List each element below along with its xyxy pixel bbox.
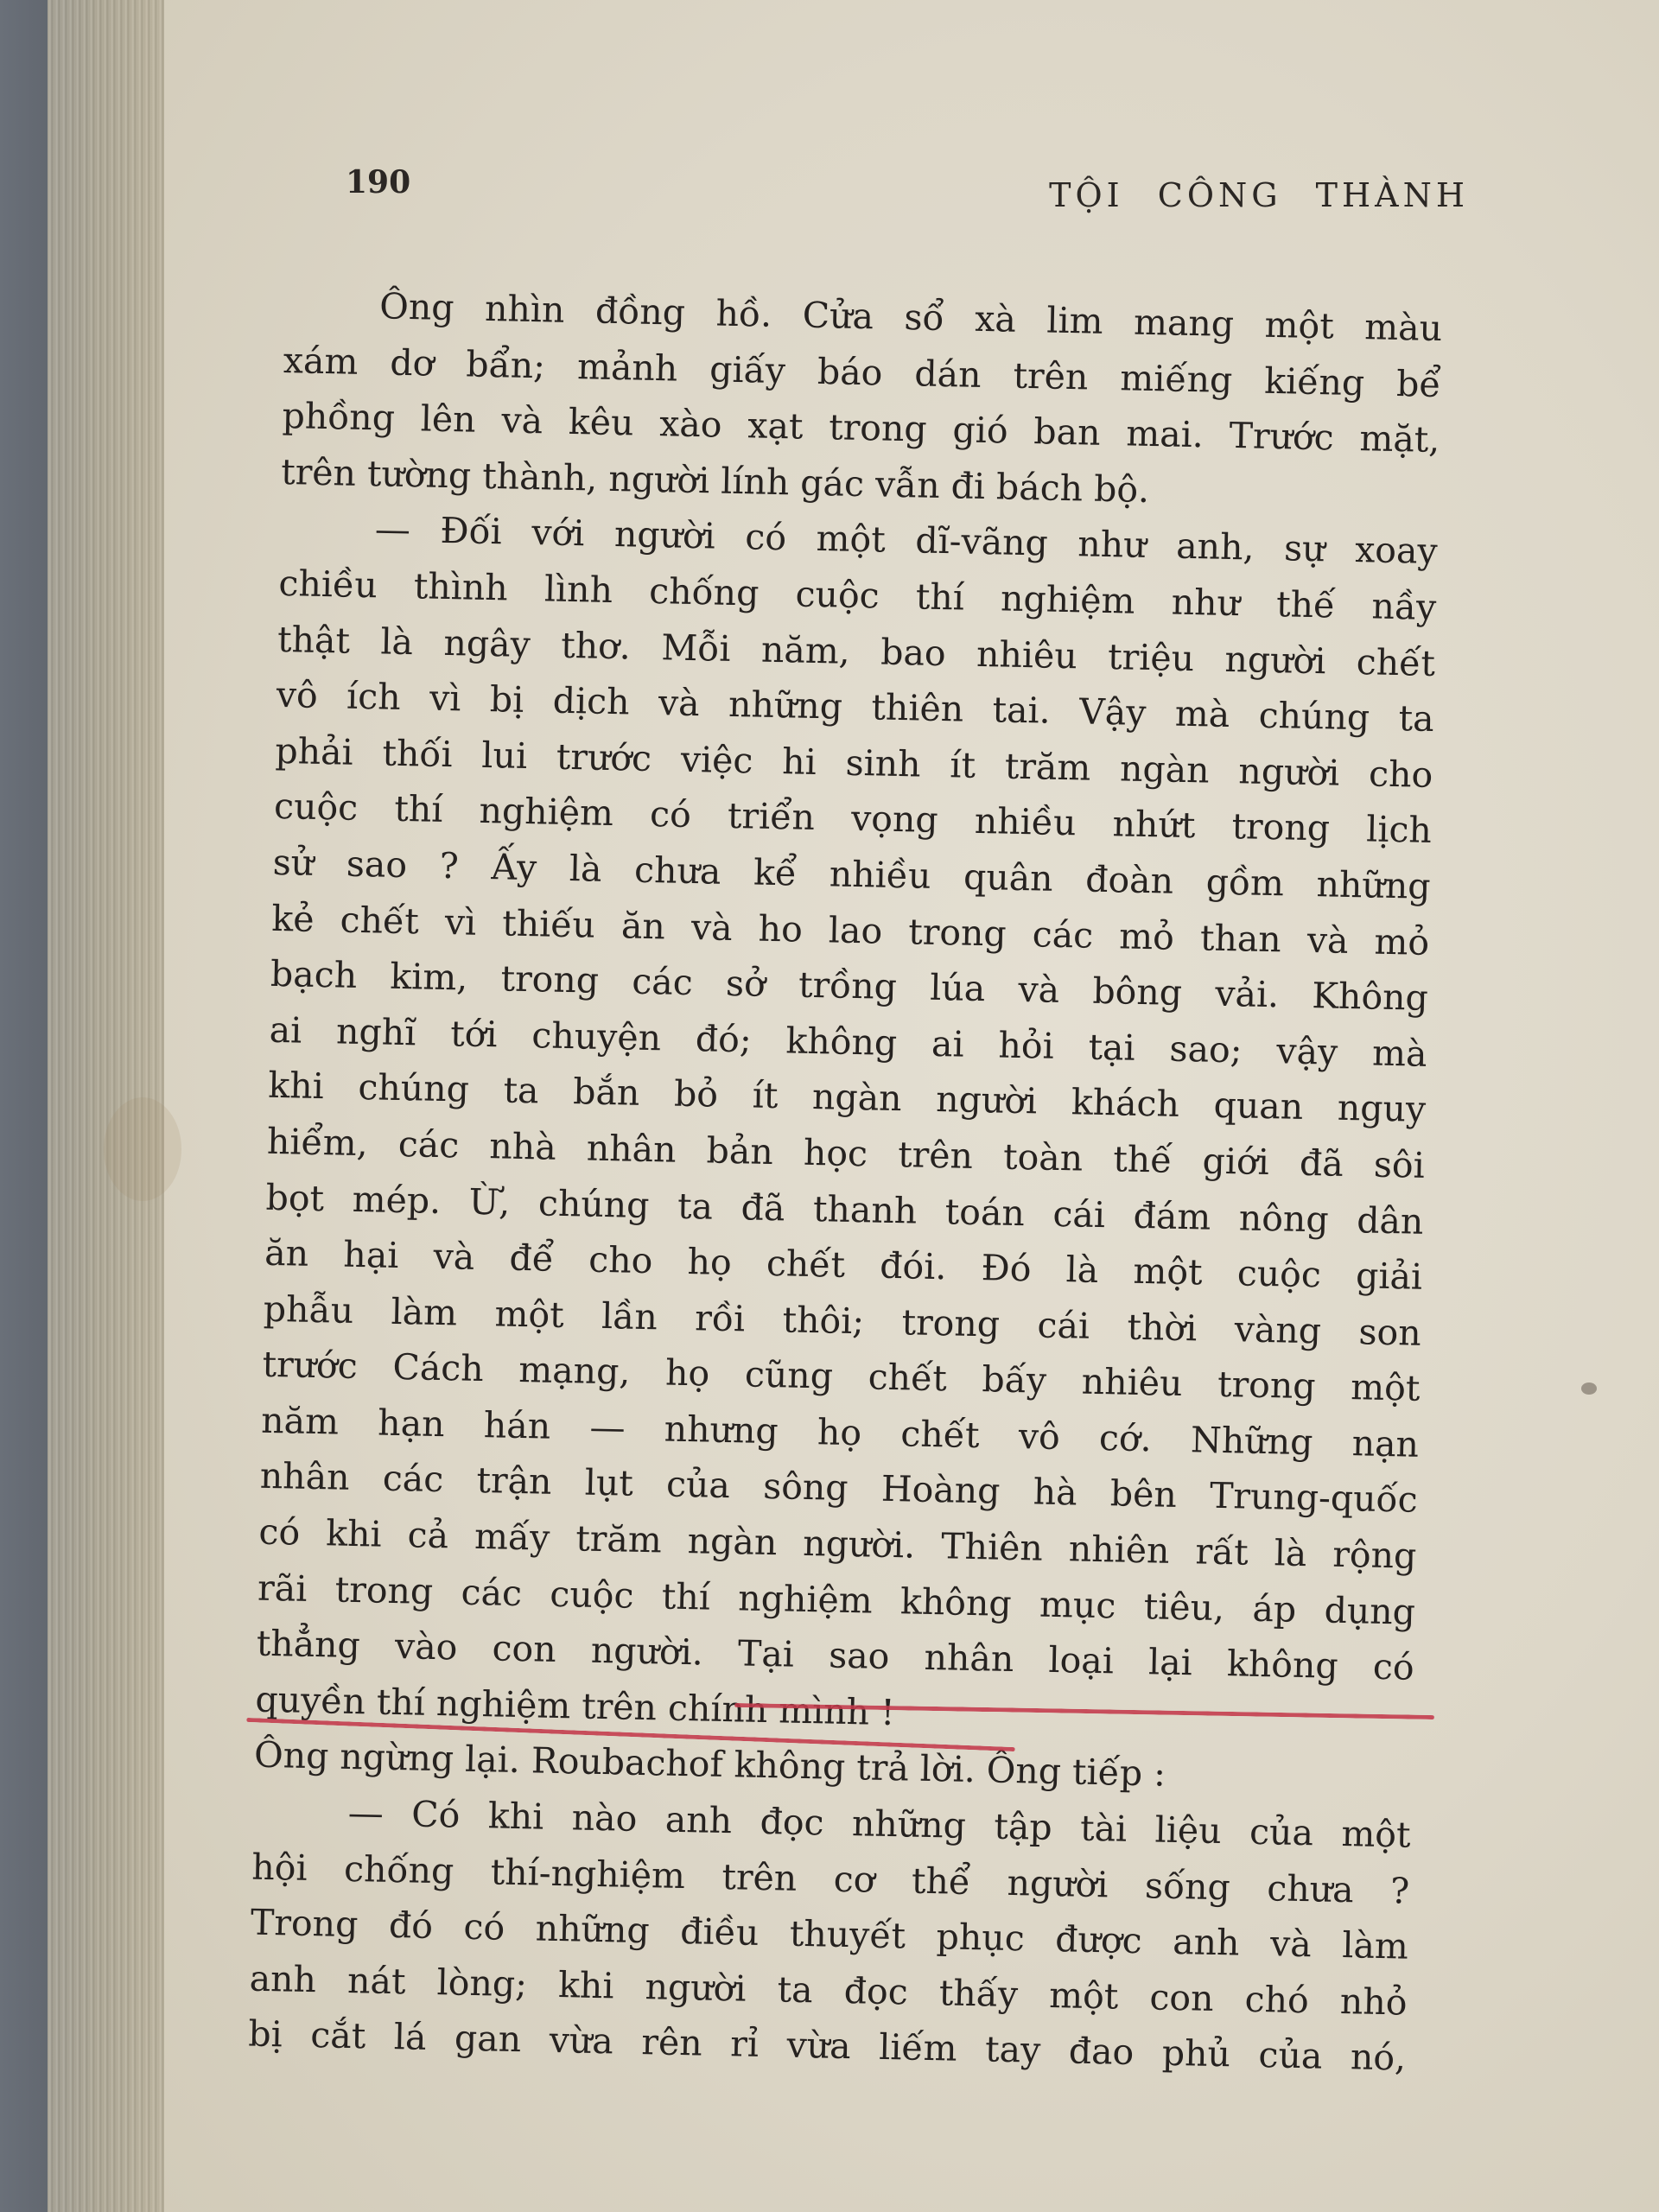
text-line: — Đối với người có một dĩ-vãng như anh, sự xoay: [374, 508, 1439, 573]
text-line: có khi cả mấy trăm ngàn người. Thiên nhiên rất là rộng: [258, 1510, 1417, 1577]
text-line: Trong đó có những điều thuyết phục được anh và làm: [250, 1901, 1409, 1967]
text-line: phải thối lui trước việc hi sinh ít trăm ngàn người cho: [275, 729, 1433, 796]
text-line: Ông ngừng lại. Roubachof không trả lời. Ông tiếp :: [253, 1734, 1166, 1796]
text-line: Ông nhìn đồng hồ. Cửa sổ xà lim mang một màu: [378, 285, 1443, 350]
paper-stain: [104, 1097, 181, 1201]
body-text: [248, 276, 1443, 2087]
text-line: năm hạn hán — nhưng họ chết vô cớ. Những nạn: [260, 1399, 1420, 1465]
text-line: xám dơ bẩn; mảnh giấy báo dán trên miếng kiếng bể: [283, 339, 1442, 405]
text-line: rãi trong các cuộc thí nghiệm không mục tiêu, áp dụng: [257, 1567, 1416, 1633]
text-line: quyền thí nghiệm trên chính mình !: [255, 1678, 896, 1733]
text-line: khi chúng ta bắn bỏ ít ngàn người khách quan nguy: [267, 1065, 1427, 1131]
text-line: trước Cách mạng, họ cũng chết bấy nhiêu trong một: [262, 1344, 1421, 1410]
text-line: hiểm, các nhà nhân bản học trên toàn thế giới đã sôi: [266, 1120, 1426, 1186]
text-line: phẫu làm một lần rồi thôi; trong cái thời vàng son: [263, 1287, 1422, 1354]
page-header: [346, 164, 1469, 225]
text-line: cuộc thí nghiệm có triển vọng nhiều nhứt trong lịch: [273, 785, 1433, 852]
text-line: nhân các trận lụt của sông Hoàng hà bên Trung-quốc: [259, 1455, 1419, 1522]
text-line: chiều thình lình chống cuộc thí nghiệm như thế nầy: [278, 562, 1437, 628]
text-line: — Có khi nào anh đọc những tập tài liệu của một: [347, 1791, 1412, 1856]
paper-stain: [1581, 1382, 1597, 1395]
text-line: sử sao ? Ấy là chưa kể nhiều quân đoàn gồm những: [272, 841, 1432, 907]
text-line: kẻ chết vì thiếu ăn và ho lao trong các mỏ than và mỏ: [270, 897, 1430, 963]
text-line: thật là ngây thơ. Mỗi năm, bao nhiêu triệu người chết: [276, 618, 1436, 684]
text-line: bọt mép. Ừ, chúng ta đã thanh toán cái đám nông dân: [265, 1176, 1424, 1243]
text-line: bị cắt lá gan vừa rên rỉ vừa liếm tay đao phủ của nó,: [247, 2012, 1407, 2080]
text-line: ai nghĩ tới chuyện đó; không ai hỏi tại sao; vậy mà: [269, 1008, 1427, 1075]
text-line: vô ích vì bị dịch và những thiên tai. Vậy mà chúng ta: [276, 674, 1435, 741]
text-line: anh nát lòng; khi người ta đọc thấy một con chó nhỏ: [249, 1957, 1408, 2024]
text-line: bạch kim, trong các sở trồng lúa và bông vải. Không: [270, 952, 1429, 1020]
text-line: phồng lên và kêu xào xạt trong gió ban mai. Trước mặt,: [282, 395, 1440, 461]
text-line: ăn hại và để cho họ chết đói. Đó là một cuộc giải: [264, 1231, 1423, 1298]
text-line: trên tường thành, người lính gác vẫn đi bách bộ.: [280, 450, 1150, 511]
running-title: TỘI CÔNG THÀNH: [1049, 176, 1469, 214]
text-line: hội chống thí-nghiệm trên cơ thể người sống chưa ?: [251, 1846, 1410, 1912]
page-number: 190: [346, 164, 411, 200]
text-line: thẳng vào con người. Tại sao nhân loại lại không có: [256, 1622, 1415, 1688]
